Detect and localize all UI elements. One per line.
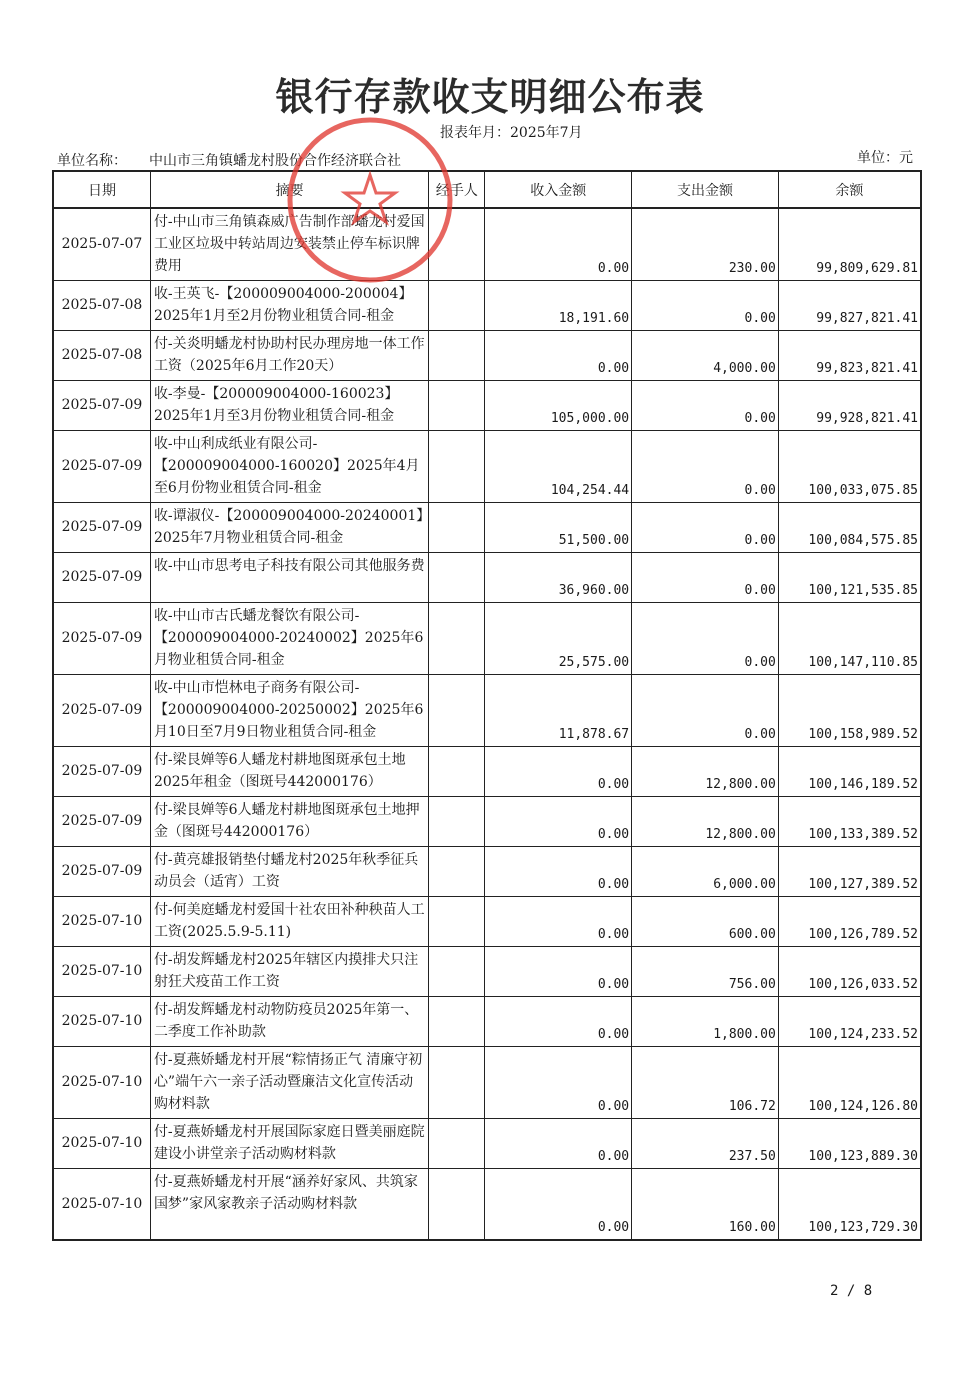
row-expense: 4,000.00 [632,330,779,380]
row-summary: 付-关炎明蟠龙村协助村民办理房地一体工作工资（2025年6月工作20天） [150,330,428,380]
row-handler [429,946,485,996]
header-expense: 支出金额 [632,171,779,208]
row-summary: 付-梁艮婵等6人蟠龙村耕地图斑承包土地2025年租金（图斑号442000176） [150,746,428,796]
row-expense: 0.00 [632,674,779,746]
row-expense: 0.00 [632,430,779,502]
row-date: 2025-07-10 [53,996,150,1046]
header-income: 收入金额 [485,171,632,208]
row-expense: 0.00 [632,552,779,602]
row-income: 0.00 [485,1118,632,1168]
row-income: 18,191.60 [485,280,632,330]
table-row [53,846,921,896]
row-expense: 12,800.00 [632,746,779,796]
row-summary: 付-黄亮雄报销垫付蟠龙村2025年秋季征兵动员会（适宵）工资 [150,846,428,896]
row-balance: 100,121,535.85 [778,552,921,602]
header-balance: 余额 [778,171,921,208]
row-handler [429,380,485,430]
page-title: 银行存款收支明细公布表 [275,75,705,119]
row-balance: 100,147,110.85 [778,602,921,674]
row-handler [429,330,485,380]
row-summary: 付-胡发辉蟠龙村动物防疫员2025年第一、二季度工作补助款 [150,996,428,1046]
row-income: 11,878.67 [485,674,632,746]
row-expense: 1,800.00 [632,996,779,1046]
row-expense: 0.00 [632,280,779,330]
ledger-body [53,208,921,1240]
row-date: 2025-07-09 [53,430,150,502]
row-handler [429,430,485,502]
row-summary: 付-中山市三角镇森威广告制作部蟠龙村爱国工业区垃圾中转站周边安装禁止停车标识牌费用 [150,208,428,280]
table-row [53,896,921,946]
row-handler [429,1118,485,1168]
row-income: 0.00 [485,208,632,280]
row-handler [429,796,485,846]
row-balance: 100,124,233.52 [778,996,921,1046]
row-date: 2025-07-09 [53,674,150,746]
row-balance: 100,033,075.85 [778,430,921,502]
row-summary: 付-夏燕娇蟠龙村开展国际家庭日暨美丽庭院建设小讲堂亲子活动购材料款 [150,1118,428,1168]
row-handler [429,502,485,552]
row-date: 2025-07-10 [53,1118,150,1168]
row-date: 2025-07-09 [53,602,150,674]
row-summary: 收-王英飞-【200009004000-200004】2025年1月至2月份物业租赁合同-租金 [150,280,428,330]
row-summary: 收-谭淑仪-【200009004000-20240001】2025年7月物业租赁合同-租金 [150,502,428,552]
row-balance: 100,123,729.30 [778,1168,921,1240]
row-expense: 600.00 [632,896,779,946]
table-row [53,330,921,380]
row-income: 105,000.00 [485,380,632,430]
row-summary: 付-梁艮婵等6人蟠龙村耕地图斑承包土地押金（图斑号442000176） [150,796,428,846]
table-row [53,746,921,796]
row-date: 2025-07-08 [53,330,150,380]
row-balance: 100,124,126.80 [778,1046,921,1118]
row-summary: 付-夏燕娇蟠龙村开展“粽情扬正气 清廉守初心”端午六一亲子活动暨廉洁文化宣传活动购材料款 [150,1046,428,1118]
table-row [53,1168,921,1240]
row-handler [429,996,485,1046]
row-date: 2025-07-10 [53,1168,150,1240]
row-summary: 付-夏燕娇蟠龙村开展“涵养好家风、共筑家国梦”家风家教亲子活动购材料款 [150,1168,428,1240]
row-handler [429,208,485,280]
row-handler [429,602,485,674]
row-income: 0.00 [485,330,632,380]
row-balance: 100,127,389.52 [778,846,921,896]
row-income: 0.00 [485,1168,632,1240]
row-income: 0.00 [485,846,632,896]
row-date: 2025-07-09 [53,746,150,796]
header-handler: 经手人 [429,171,485,208]
row-income: 0.00 [485,746,632,796]
table-row [53,1118,921,1168]
row-expense: 0.00 [632,602,779,674]
row-income: 51,500.00 [485,502,632,552]
row-handler [429,746,485,796]
row-income: 104,254.44 [485,430,632,502]
row-income: 0.00 [485,996,632,1046]
row-summary: 收-中山市恺林电子商务有限公司-【200009004000-20250002】2025年6月10日至7月9日物业租赁合同-租金 [150,674,428,746]
row-date: 2025-07-09 [53,796,150,846]
row-date: 2025-07-09 [53,502,150,552]
row-date: 2025-07-10 [53,896,150,946]
row-handler [429,1046,485,1118]
header-summary: 摘要 [150,171,428,208]
row-date: 2025-07-07 [53,208,150,280]
row-expense: 756.00 [632,946,779,996]
row-handler [429,896,485,946]
row-expense: 12,800.00 [632,796,779,846]
header-date: 日期 [53,171,150,208]
row-balance: 100,158,989.52 [778,674,921,746]
ledger-table [52,170,922,1241]
row-balance: 99,827,821.41 [778,280,921,330]
row-date: 2025-07-10 [53,1046,150,1118]
row-income: 0.00 [485,1046,632,1118]
row-balance: 100,084,575.85 [778,502,921,552]
table-row [53,674,921,746]
row-expense: 0.00 [632,502,779,552]
row-expense: 106.72 [632,1046,779,1118]
row-date: 2025-07-10 [53,946,150,996]
table-row [53,1046,921,1118]
row-balance: 100,133,389.52 [778,796,921,846]
row-handler [429,552,485,602]
row-balance: 99,809,629.81 [778,208,921,280]
report-month: 报表年月：2025年7月 [440,125,583,141]
row-expense: 237.50 [632,1118,779,1168]
row-balance: 100,126,033.52 [778,946,921,996]
row-income: 36,960.00 [485,552,632,602]
row-income: 0.00 [485,946,632,996]
row-expense: 0.00 [632,380,779,430]
row-income: 25,575.00 [485,602,632,674]
row-balance: 100,123,889.30 [778,1118,921,1168]
unit-name-line [57,150,401,170]
row-expense: 230.00 [632,208,779,280]
table-row [53,502,921,552]
table-row [53,380,921,430]
table-row [53,946,921,996]
row-balance: 100,146,189.52 [778,746,921,796]
row-income: 0.00 [485,896,632,946]
table-row [53,430,921,502]
row-summary: 收-中山利成纸业有限公司-【200009004000-160020】2025年4月至6月份物业租赁合同-租金 [150,430,428,502]
row-balance: 99,823,821.41 [778,330,921,380]
row-handler [429,674,485,746]
table-row [53,996,921,1046]
row-expense: 6,000.00 [632,846,779,896]
table-row [53,796,921,846]
row-summary: 收-中山市古氏蟠龙餐饮有限公司-【200009004000-20240002】2025年6月物业租赁合同-租金 [150,602,428,674]
row-summary: 付-何美庭蟠龙村爱国十社农田补种秧苗人工工资(2025.5.9-5.11) [150,896,428,946]
currency-unit: 单位：元 [857,150,913,166]
row-handler [429,846,485,896]
row-date: 2025-07-09 [53,380,150,430]
row-expense: 160.00 [632,1168,779,1240]
table-row [53,602,921,674]
unit-name-label: 单位名称： [57,153,127,169]
table-row [53,552,921,602]
row-date: 2025-07-09 [53,552,150,602]
row-summary: 付-胡发辉蟠龙村2025年辖区内摸排犬只注射狂犬疫苗工作工资 [150,946,428,996]
row-balance: 100,126,789.52 [778,896,921,946]
table-header-row [53,171,921,208]
row-handler [429,280,485,330]
row-balance: 99,928,821.41 [778,380,921,430]
row-date: 2025-07-09 [53,846,150,896]
row-income: 0.00 [485,796,632,846]
row-handler [429,1168,485,1240]
row-summary: 收-李曼-【200009004000-160023】2025年1月至3月份物业租赁合同-租金 [150,380,428,430]
table-row [53,208,921,280]
page-number: 2 / 8 [830,1283,873,1299]
table-row [53,280,921,330]
unit-name-value: 中山市三角镇蟠龙村股份合作经济联合社 [149,153,401,169]
row-date: 2025-07-08 [53,280,150,330]
row-summary: 收-中山市思考电子科技有限公司其他服务费 [150,552,428,602]
